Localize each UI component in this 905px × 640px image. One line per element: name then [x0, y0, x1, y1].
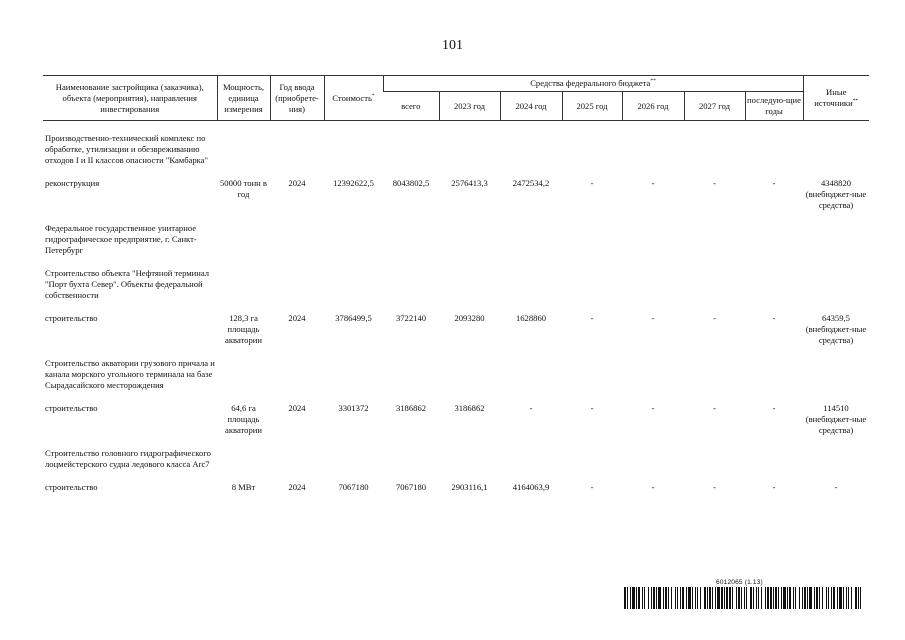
- federal-2024: 4164063,9: [512, 482, 550, 492]
- federal-2027: -: [713, 403, 716, 413]
- barcode-bar: [787, 587, 788, 609]
- barcode-bar: [750, 587, 752, 609]
- cost: 3301372: [338, 403, 369, 413]
- barcode-bar: [726, 587, 728, 609]
- barcode-bar: [738, 587, 740, 609]
- barcode-bar: [648, 587, 649, 609]
- table-row-data: [43, 301, 869, 346]
- barcode-bar: [682, 587, 684, 609]
- federal-2027: -: [713, 482, 716, 492]
- barcode-bar: [826, 587, 827, 609]
- barcode-bar: [721, 587, 723, 609]
- header-cost-label: Стоимость: [332, 92, 372, 103]
- barcode-bar: [668, 587, 669, 609]
- direction: строительство: [45, 482, 98, 492]
- barcode-label: 6012065 (1.13): [716, 579, 763, 586]
- barcode-bar: [758, 587, 759, 609]
- header-2025: 2025 год: [562, 92, 622, 121]
- barcode-bar: [761, 587, 762, 609]
- table-row-data: [43, 470, 869, 493]
- barcode-bar: [624, 587, 626, 609]
- barcode-bar: [756, 587, 757, 609]
- header-cost: [324, 76, 383, 121]
- other-sources: 64359,5 (внебюджет-ные средства): [805, 313, 867, 345]
- federal-2024: -: [529, 403, 533, 413]
- barcode-bar: [746, 587, 747, 609]
- header-2026: 2026 год: [622, 92, 684, 121]
- barcode-bar: [642, 587, 643, 609]
- table-row-title: [43, 121, 869, 167]
- barcode-bar: [644, 587, 645, 609]
- federal-total: 3186862: [395, 403, 427, 413]
- barcode-bar: [630, 587, 631, 609]
- header-total: всего: [383, 92, 439, 121]
- other-sources: 114510 (внебюджет-ные средства): [805, 403, 867, 435]
- federal-2024: 2472534,2: [512, 178, 550, 188]
- object-title: Строительство объекта "Нефтяной терминал "Порт бухта Север". Объекты федеральной собственности: [45, 268, 210, 300]
- direction: реконструкция: [45, 178, 100, 188]
- barcode-bar: [860, 587, 861, 609]
- federal-2025: -: [590, 178, 594, 188]
- barcode-bar: [819, 587, 820, 609]
- barcode-bar: [707, 587, 708, 609]
- barcode-bar: [795, 587, 796, 609]
- capacity: 8 МВт: [231, 482, 256, 492]
- barcode-bar: [781, 587, 782, 609]
- federal-later: -: [772, 482, 776, 492]
- header-federal-budget: [383, 76, 803, 92]
- barcode-bar: [675, 587, 676, 609]
- barcode-bar: [695, 587, 696, 609]
- other-sources: -: [834, 482, 838, 492]
- barcode-bar: [692, 587, 693, 609]
- barcode-bar: [773, 587, 774, 609]
- barcode-bar: [671, 587, 672, 609]
- barcode-bar: [783, 587, 786, 609]
- barcode-bar: [665, 587, 667, 609]
- barcode-bar: [851, 587, 852, 609]
- table-body: [43, 121, 869, 494]
- capacity: 64,6 га площадь акватории: [225, 403, 262, 435]
- barcode-bar: [688, 587, 691, 609]
- federal-2027: -: [713, 313, 716, 323]
- table-row-title: [43, 211, 869, 256]
- header-later-years: последую-щие годы: [745, 92, 803, 121]
- federal-2026: -: [651, 403, 655, 413]
- federal-total: 8043802,5: [392, 178, 430, 188]
- barcode-bar: [770, 587, 772, 609]
- barcode-bar: [632, 587, 635, 609]
- object-title: Производственно-технический комплекс по обработке, утилизации и обезвреживанию отходов I и II классов опасности "Камбарка": [45, 133, 209, 165]
- federal-2025: -: [590, 482, 594, 492]
- barcode-bar: [697, 587, 698, 609]
- federal-later: -: [772, 313, 776, 323]
- federal-later: -: [772, 178, 776, 188]
- barcode-bar: [765, 587, 766, 609]
- header-2027: 2027 год: [684, 92, 745, 121]
- barcode-bar: [663, 587, 664, 609]
- barcode-bar: [732, 587, 733, 609]
- barcode-bar: [809, 587, 812, 609]
- barcode-bar: [744, 587, 745, 609]
- barcode-bar: [799, 587, 800, 609]
- year: 2024: [288, 403, 306, 413]
- barcode-bar: [814, 587, 815, 609]
- federal-2023: 2093280: [454, 313, 485, 323]
- barcode-bar: [658, 587, 661, 609]
- federal-2027: -: [713, 178, 716, 188]
- barcode-bar: [837, 587, 838, 609]
- barcode-bar: [816, 587, 818, 609]
- object-title: Строительство акватории грузового причала и канала морского угольного терминала на базе Сырадасайского месторождения: [45, 358, 215, 390]
- federal-2025: -: [590, 403, 594, 413]
- federal-2026: -: [651, 313, 655, 323]
- header-federal-mark: **: [650, 78, 656, 84]
- header-2023: 2023 год: [439, 92, 500, 121]
- barcode-bar: [700, 587, 701, 609]
- barcode-bar: [677, 587, 678, 609]
- barcode-bar: [651, 587, 652, 609]
- page-number: 101: [442, 38, 463, 53]
- barcode-bar: [831, 587, 832, 609]
- table-row-data: [43, 166, 869, 211]
- barcode-bar: [715, 587, 716, 609]
- barcode-bar: [804, 587, 806, 609]
- barcode-bar: [789, 587, 791, 609]
- federal-2026: -: [651, 482, 655, 492]
- header-federal-label: Средства федерального бюджета: [530, 78, 651, 88]
- barcode-bar: [839, 587, 842, 609]
- barcode-bar: [778, 587, 779, 609]
- barcode-bar: [653, 587, 655, 609]
- federal-2023: 3186862: [454, 403, 485, 413]
- barcode-bar: [807, 587, 808, 609]
- federal-2025: -: [590, 313, 594, 323]
- barcode-bar: [858, 587, 859, 609]
- federal-2023: 2903116,1: [451, 482, 488, 492]
- year: 2024: [288, 313, 306, 323]
- table-row-title: [43, 256, 869, 301]
- year: 2024: [288, 482, 306, 492]
- barcode-bar: [704, 587, 706, 609]
- budget-table: [43, 75, 869, 493]
- header-capacity: Мощность, единица измерения: [217, 76, 270, 121]
- barcode-bar: [793, 587, 794, 609]
- cost: 12392622,5: [333, 178, 374, 188]
- table-header: [43, 76, 869, 121]
- capacity: 50000 тонн в год: [220, 178, 267, 199]
- object-title: Федеральное государственное унитарное гидрографическое предприятие, г. Санкт-Петербург: [45, 223, 197, 255]
- direction: строительство: [45, 313, 98, 323]
- barcode-bar: [822, 587, 823, 609]
- header-cost-mark: *: [371, 92, 375, 99]
- header-other-label: Иные источники: [814, 87, 853, 108]
- table-row-data: [43, 391, 869, 436]
- barcode-bar: [846, 587, 847, 609]
- barcode-icon: [624, 587, 861, 609]
- barcode-bar: [709, 587, 711, 609]
- direction: строительство: [45, 403, 98, 413]
- barcode-bar: [741, 587, 742, 609]
- barcode-bar: [753, 587, 754, 609]
- year: 2024: [288, 178, 306, 188]
- barcode-bar: [724, 587, 725, 609]
- header-name: Наименование застройщика (заказчика), объекта (мероприятия), направления инвестирования: [43, 76, 217, 121]
- federal-later: -: [772, 403, 776, 413]
- barcode-bar: [855, 587, 857, 609]
- barcode-bar: [828, 587, 829, 609]
- barcode-bar: [843, 587, 844, 609]
- other-sources: 4348820 (внебюджет-ные средства): [805, 178, 867, 210]
- capacity: 128,3 га площадь акватории: [225, 313, 262, 345]
- barcode-bar: [848, 587, 849, 609]
- federal-total: 3722140: [395, 313, 427, 323]
- barcode-bar: [712, 587, 713, 609]
- header-other: [803, 76, 869, 121]
- barcode-bar: [686, 587, 687, 609]
- table-row-title: [43, 346, 869, 391]
- barcode-bar: [656, 587, 657, 609]
- barcode-bar: [767, 587, 769, 609]
- barcode-bar: [833, 587, 835, 609]
- barcode-bar: [636, 587, 637, 609]
- header-other-mark: **: [852, 98, 859, 104]
- federal-total: 7067180: [395, 482, 427, 492]
- barcode-bar: [775, 587, 777, 609]
- cost: 7067180: [338, 482, 369, 492]
- table-row-title: [43, 436, 869, 470]
- barcode-bar: [680, 587, 681, 609]
- barcode-bar: [736, 587, 737, 609]
- federal-2023: 2576413,3: [451, 178, 488, 188]
- barcode-bar: [729, 587, 731, 609]
- header-2024: 2024 год: [500, 92, 562, 121]
- barcode-bar: [627, 587, 628, 609]
- barcode-bar: [717, 587, 720, 609]
- federal-2026: -: [651, 178, 655, 188]
- object-title: Строительство головного гидрографического лоцмейстерского судна ледового класса Arc7: [45, 448, 211, 469]
- barcode-bar: [802, 587, 803, 609]
- header-year: Год ввода (приобрете-ния): [270, 76, 324, 121]
- federal-2024: 1628860: [515, 313, 547, 323]
- barcode-bar: [638, 587, 640, 609]
- cost: 3786499,5: [335, 313, 372, 323]
